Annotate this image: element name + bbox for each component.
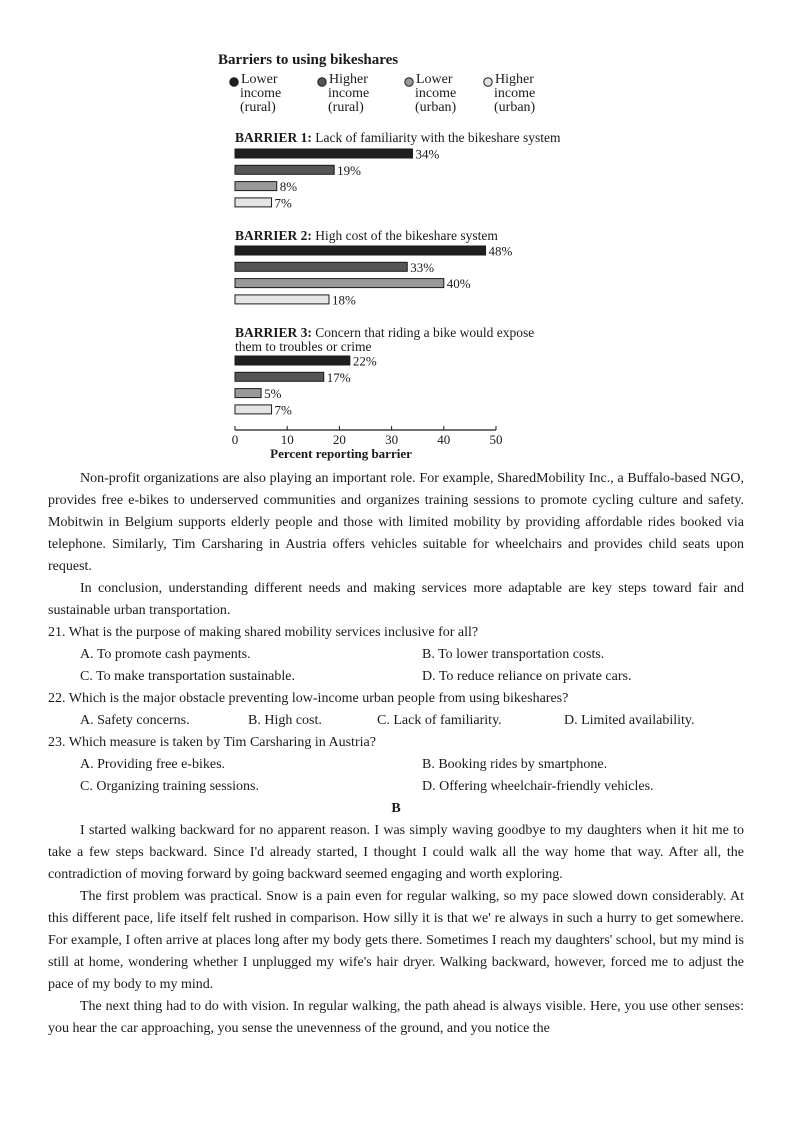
question-stem: 21. What is the purpose of making shared mobility services inclusive for all? [48,625,479,640]
question-stem: 22. Which is the major obstacle preventing low-income urban people from using bikeshares? [48,691,569,706]
question-options [48,754,744,798]
axis-tick-label: 30 [385,432,399,447]
legend-marker [318,78,326,86]
bar [235,165,334,174]
chart-bar-groups [235,130,561,417]
bar [235,198,272,207]
section-b-paragraph-1: I started walking backward for no apparent reason. I was simply waving goodbye to my daughters when it hit me to take a few steps backward. Since I'd already started, I thought I could walk all the way home that way. After all, the contradiction of moving forward by going backward seemed engaging and worth exploring. [48,823,744,882]
legend-marker [405,78,413,86]
option-b[interactable]: B. High cost. [248,713,322,728]
option-d[interactable]: D. To reduce reliance on private cars. [422,669,632,684]
legend-label-line: (urban) [415,100,457,115]
question-stem: 23. Which measure is taken by Tim Carsharing in Austria? [48,735,376,750]
bar-value-label: 19% [337,162,362,178]
axis-tick-label: 20 [332,432,346,447]
barrier-label: BARRIER 2: [235,228,316,243]
legend-label-line: income [415,86,457,101]
bar-group-barrier-1 [235,130,561,210]
bar [235,182,277,191]
bar [235,262,407,271]
barrier-label: BARRIER 3: [235,325,316,340]
bar-value-label: 7% [274,195,292,211]
barrier-label: BARRIER 1: [235,130,316,145]
barrier-heading [235,325,534,354]
option-c[interactable]: C. To make transportation sustainable. [80,669,295,684]
question-options [48,644,744,688]
bar [235,356,350,365]
legend-label-line: Higher [329,72,368,87]
legend-marker [230,78,238,86]
bar [235,405,272,414]
legend-label-line: income [494,86,536,101]
option-c[interactable]: C. Lack of familiarity. [377,713,502,728]
barrier-heading [235,130,561,145]
legend-label [415,72,457,115]
question-21 [48,622,744,688]
bar-group-barrier-3 [235,325,534,417]
barrier-description: Lack of familiarity with the bikeshare system [315,130,561,145]
bar [235,389,261,398]
bar-value-label: 17% [326,369,351,385]
passage-text [48,468,744,1040]
legend-label-line: Higher [495,72,534,87]
legend-marker [484,78,492,86]
chart-x-axis [232,426,503,447]
barrier-heading [235,228,498,243]
legend-label-line: (rural) [240,100,276,115]
question-23 [48,732,744,798]
bar-value-label: 22% [352,353,377,369]
section-b-paragraph-2: The first problem was practical. Snow is a pain even for regular walking, so my pace slowed down considerably. At this different pace, life itself felt rushed in comparison. How silly it is that we' re always in such a hurry to get somewhere. For example, I often arrive at places long after my body gets there. Sometimes I reach my daughters' school, but my mind is still at home, wondering whether I unplugged my wife's hair dryer. Walking backward, however, forced me to adjust the pace of my body to my mind. [48,889,744,992]
chart-title: Barriers to using bikeshares [218,52,399,68]
option-b[interactable]: B. To lower transportation costs. [422,647,605,662]
axis-tick-label: 0 [231,432,239,447]
axis-tick-label: 40 [437,432,451,447]
question-22 [48,688,744,732]
option-a[interactable]: A. Providing free e-bikes. [80,757,226,772]
section-b-heading: B [391,801,401,816]
section-b-paragraph-3: The next thing had to do with vision. In regular walking, the path ahead is always visible. Here, you use other senses: you hear the car approaching, you sense the unevenness of the ground, and you notice the [48,999,744,1036]
bar-value-label: 8% [279,179,298,195]
legend-label-line: income [328,86,370,101]
bar [235,372,324,381]
bikeshare-barriers-chart [0,0,793,465]
question-options [48,710,744,732]
bar-value-label: 34% [415,146,440,162]
axis-tick-label: 50 [489,432,503,447]
option-c[interactable]: C. Organizing training sessions. [80,779,260,794]
x-axis-label: Percent reporting barrier [270,446,412,461]
bar [235,295,329,304]
barrier-description: High cost of the bikeshare system [315,228,498,243]
passage-paragraph-1: Non-profit organizations are also playing an important role. For example, SharedMobility Inc., a Buffalo-based NGO, provides free e-bikes to underserved communities and organizes training sessions to promote cycling culture and safety. Mobitwin in Belgium supports elderly people and those with limited mobility by providing affordable rides booked via telephone. Similarly, Tim Carsharing in Austria offers vehicles suitable for wheelchairs and provides child seats upon request. [48,471,744,574]
option-d[interactable]: D. Limited availability. [564,713,695,728]
legend-label [328,72,369,115]
bar [235,279,444,288]
legend-label-line: Lower [241,72,278,87]
legend-label [240,72,281,115]
barrier-description: Concern that riding a bike would expose [315,325,535,340]
bar-value-label: 5% [264,386,282,402]
bar [235,149,412,158]
barrier-description: them to troubles or crime [235,339,372,354]
legend-label [494,72,536,115]
option-d[interactable]: D. Offering wheelchair-friendly vehicles. [422,779,654,794]
legend-label-line: income [240,86,282,101]
option-a[interactable]: A. Safety concerns. [80,713,190,728]
bar-value-label: 33% [410,259,435,275]
legend-label-line: (rural) [328,100,364,115]
passage-paragraph-2: In conclusion, understanding different needs and making services more adaptable are key steps toward fair and sustainable urban transportation. [48,581,744,618]
bar-value-label: 18% [331,292,356,308]
bar-value-label: 48% [488,243,513,259]
axis-tick-label: 10 [280,432,294,447]
legend-label-line: (urban) [494,100,536,115]
chart-legend [230,72,536,115]
bar-group-barrier-2 [235,228,513,307]
bar-value-label: 7% [274,402,292,418]
option-b[interactable]: B. Booking rides by smartphone. [422,757,608,772]
bar-value-label: 40% [446,276,471,292]
bar [235,246,486,255]
option-a[interactable]: A. To promote cash payments. [80,647,251,662]
legend-label-line: Lower [416,72,453,87]
